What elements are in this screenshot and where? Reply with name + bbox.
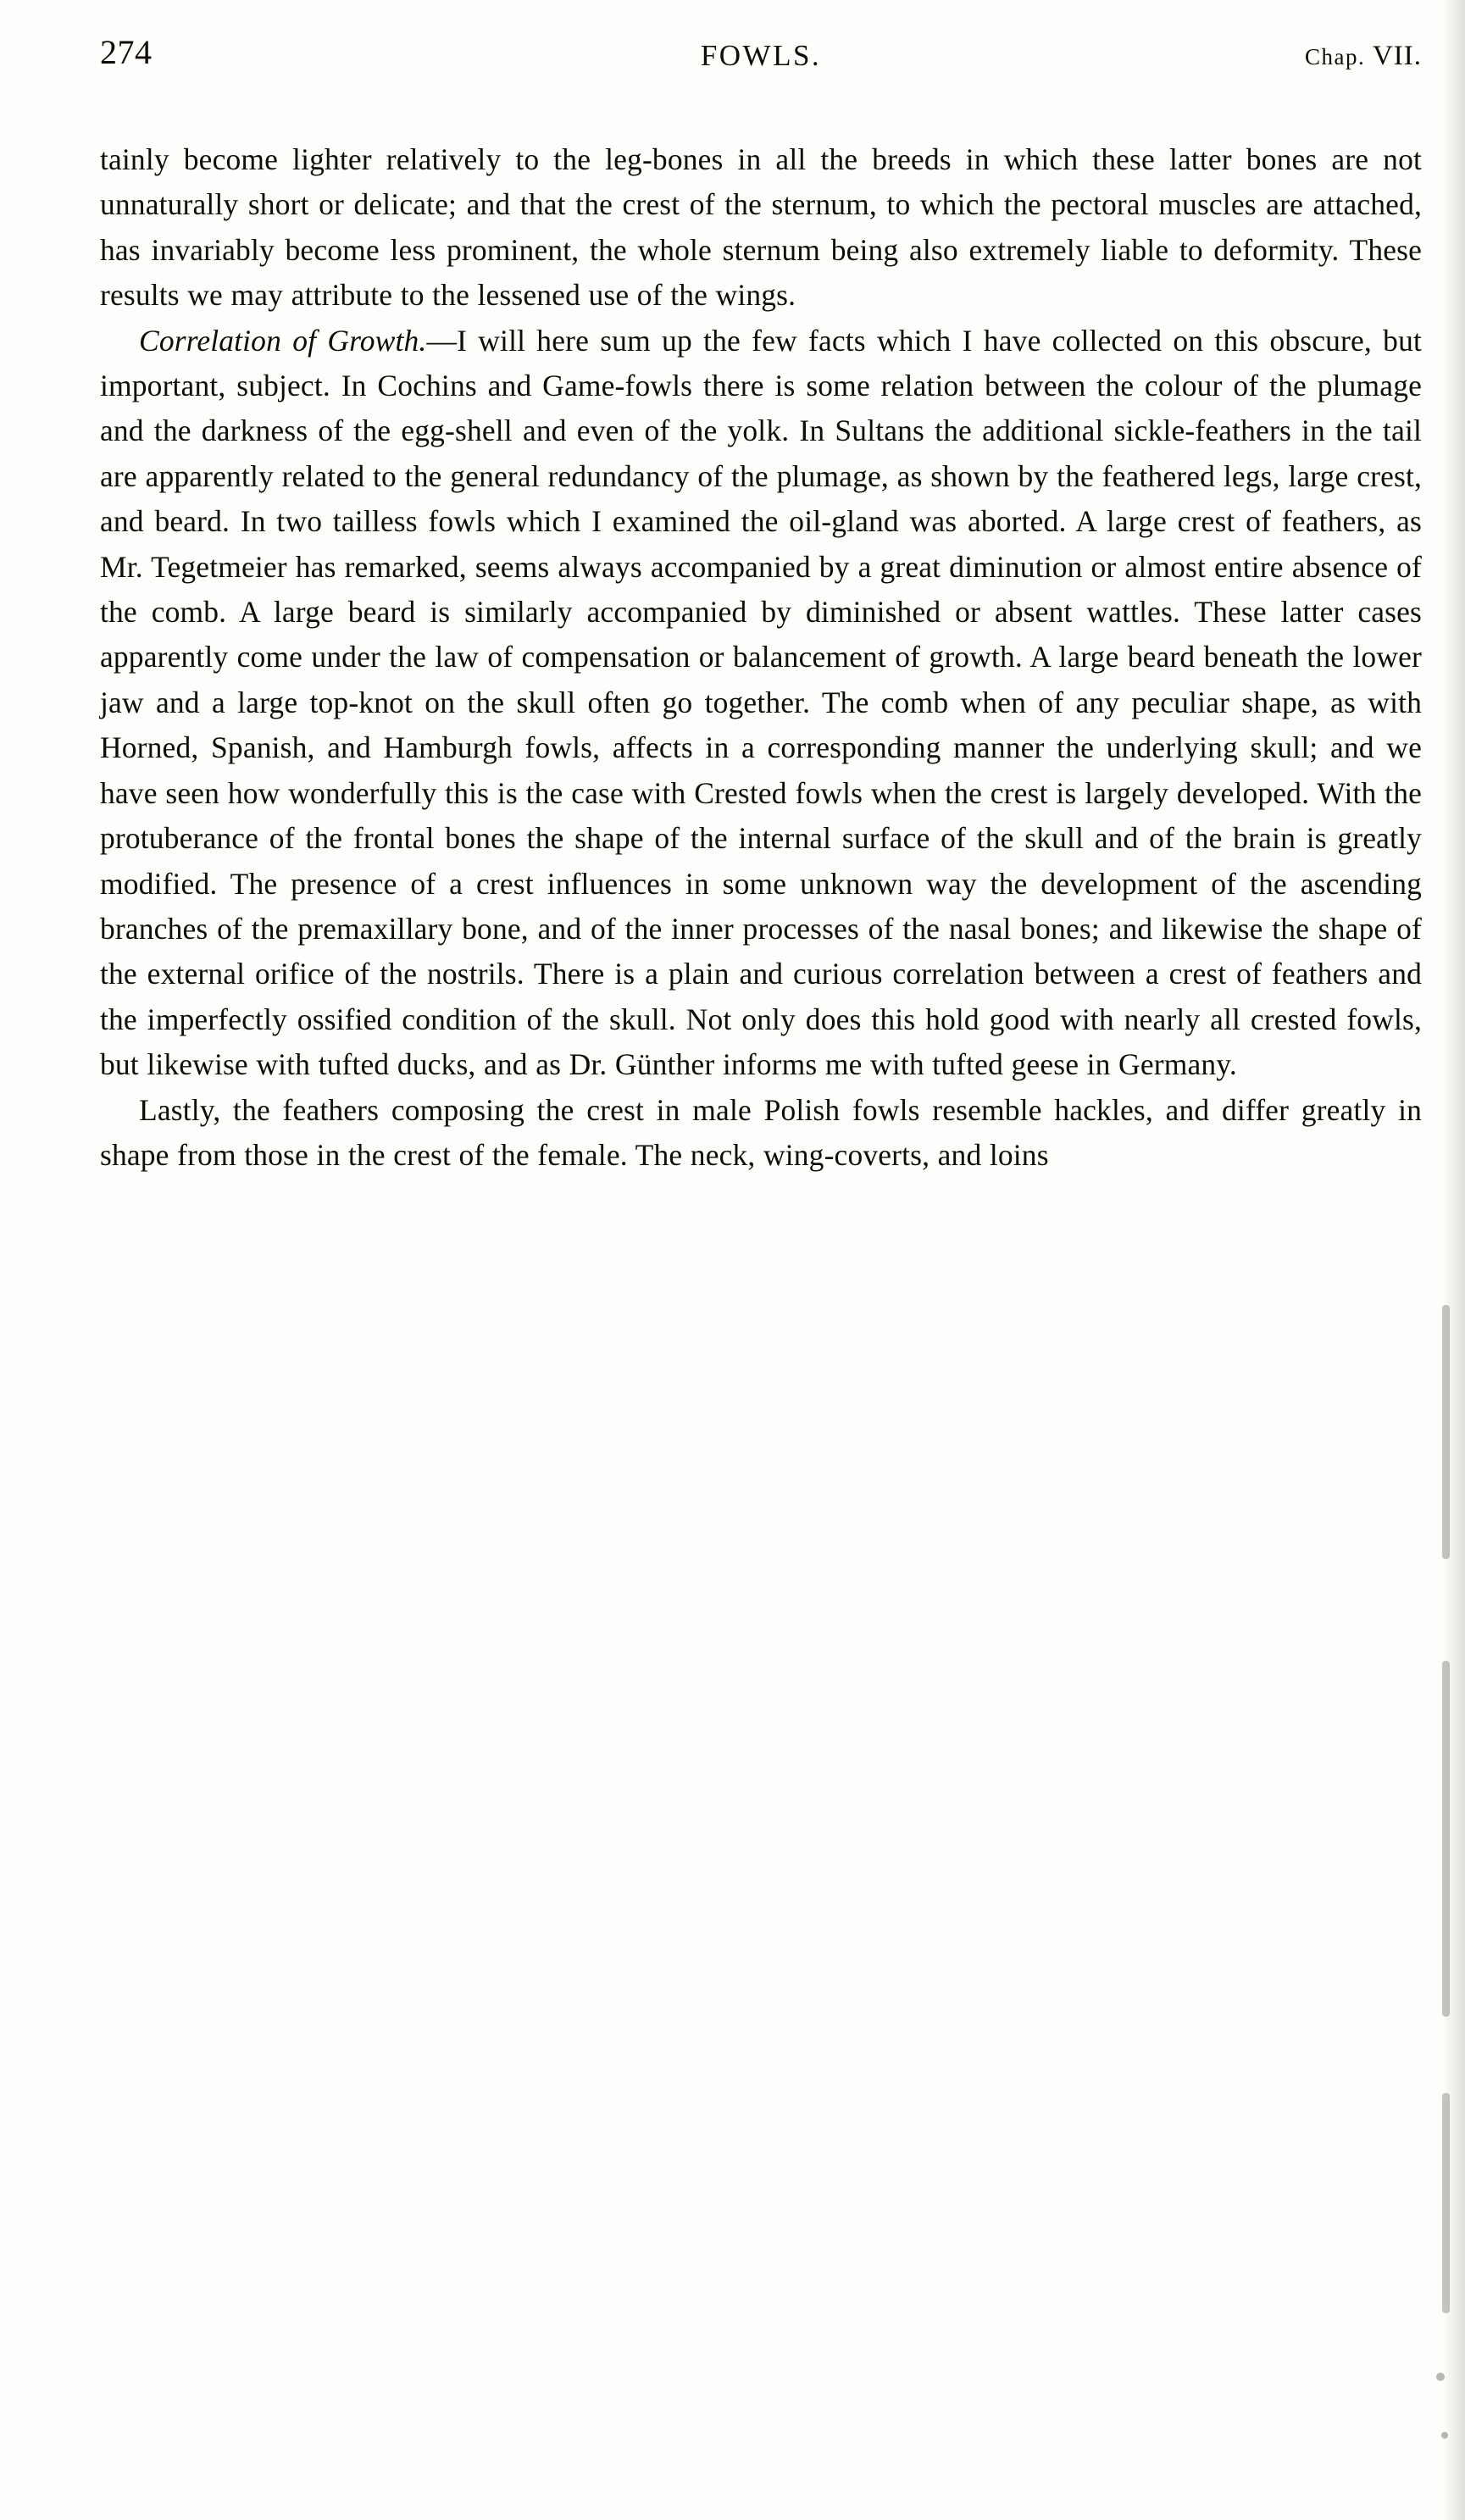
chapter-label: Chap. (1305, 44, 1366, 69)
scan-edge-shadow (1443, 0, 1465, 2520)
scan-artifact (1442, 2093, 1450, 2313)
running-title: FOWLS. (700, 39, 822, 72)
running-head (100, 31, 1422, 93)
paragraph-correlation-body: —I will here sum up the few facts which I have collected on this obscure, but important, subject. In Cochins and Game-fowls there is some relation between the colour of the plumage and the darkness of the egg-shell and even of the yolk. In Sultans the additional sickle-feathers in the tail are apparently related to the general redundancy of the plumage, as shown by the feathered legs, large crest, and beard. In two tailless fowls which I examined the oil-gland was aborted. A large crest of feathers, as Mr. Tegetmeier has remarked, seems always accompanied by a great diminution or almost entire absence of the comb. A large beard is similarly accompanied by diminished or absent wattles. These latter cases apparently come under the law of compensation or balancement of growth. A large beard beneath the lower jaw and a large top-knot on the skull often go together. The comb when of any peculiar shape, as with Horned, Spanish, and Hamburgh fowls, affects in a corresponding manner the underlying skull; and we have seen how wonderfully this is the case with Crested fowls when the crest is largely developed. With the protuberance of the frontal bones the shape of the internal surface of the skull and of the brain is greatly modified. The presence of a crest influences in some unknown way the development of the ascending branches of the premaxillary bone, and of the inner processes of the nasal bones; and likewise the shape of the external orifice of the nostrils. There is a plain and curious correlation between a crest of feathers and the imperfectly ossified condition of the skull. Not only does this hold good with nearly all crested fowls, but likewise with tufted ducks, and as Dr. Günther informs me with tufted geese in Germany. (100, 323, 1422, 1082)
paragraph-polish-fowls: Lastly, the feathers composing the crest in male Polish fowls resemble hackles, and differ greatly in shape from those in the crest of the female. The neck, wing-coverts, and loins (100, 1092, 1422, 1172)
scan-artifact (1441, 2432, 1448, 2439)
paragraph-correlation-of-growth (100, 319, 1422, 1088)
page-content-area (100, 31, 1422, 1178)
chapter-number: VII. (1372, 41, 1422, 71)
paragraph-wings: tainly become lighter relatively to the leg-bones in all the breeds in which these latter bones are not unnaturally short or delicate; and that the crest of the sternum, to which the pectoral muscles are attached, has invariably become less prominent, the whole sternum being also extremely liable to deformity. These results we may attribute to the lessened use of the wings. (100, 142, 1422, 313)
page-number: 274 (100, 33, 153, 71)
body-text (100, 137, 1422, 1178)
scan-artifact (1442, 1661, 1450, 2017)
paragraph-heading-italic: Correlation of Growth. (139, 323, 427, 358)
scan-artifact (1442, 1305, 1450, 1559)
scan-artifact (1436, 2373, 1445, 2381)
